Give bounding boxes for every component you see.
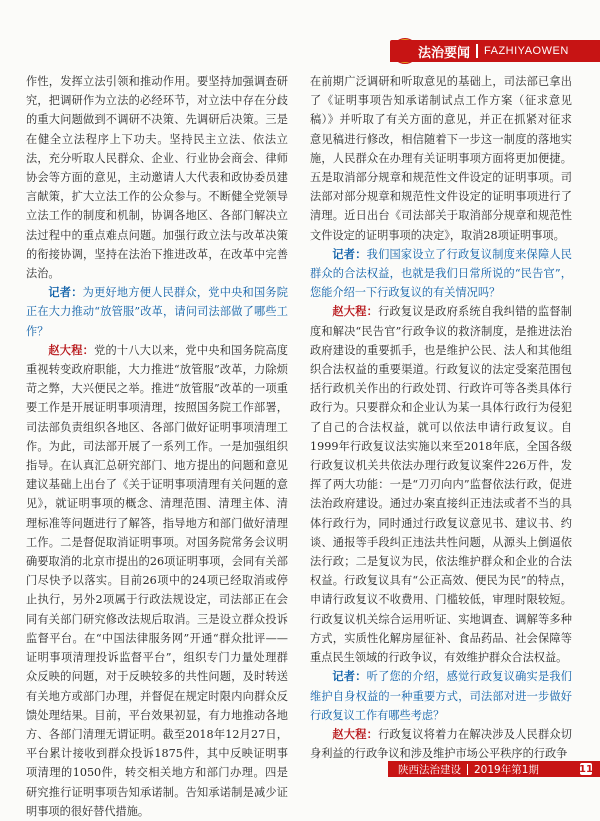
interview-question [310,245,572,303]
section-header [390,40,600,62]
article-paragraph: 作性，发挥立法引领和推动作用。要坚持加强调查研究，把调研作为立法的必经环节，对立法中存在分歧的重大问题做到不调研不决策、先调研后决策。三是在健全立法程序上下功夫。坚持民主立法、依法立法，充分听取人民群众、企业、行业协会商会、律师协会等方面的意见，主动邀请人大代表和政协委员建言献策，扩大立法工作的公众参与。不断健全党领导立法工作的制度和机制，协调各地区、各部门解决立法过程中的重点难点问题。加强行政立法与改革决策的衔接协调，坚持在法治下推进改革，在改革中完善法治。 [26,75,288,281]
question-speaker: 记者： [332,246,367,261]
issue-label: 2019年第1期 [474,763,539,776]
page-number: 11 [579,763,593,775]
answer-text: 党的十八大以来，党中央和国务院高度重视转变政府职能，大力推进“放管服”改革，力除烦苛之弊，大兴便民之举。推进“放管服”改革的一项重要工作是开展证明事项清理，按照国务院工作部署，司法部负责组织各地区、各部门做好证明事项清理工作。为此，司法部开展了一系列工作。一是加强组织指导。在认真汇总研究部门、地方提出的问题和意见建议基础上出台了《关于证明事项清理有关问题的意见》，就证明事项的概念、清理范围、清理主体、清理标准等问题进行了解答，指导地方和部门做好清理工作。二是督促取消证明事项。对国务院常务会议明确要取消的北京市提出的26项证明事项，会同有关部门尽快予以落实。目前26项中的24项已经取消或停止执行，另外2项属于行政法规设定，司法部正在会同有关部门研究修改法规后取消。三是设立群众投诉监督平台。在“中国法律服务网”开通“群众批评——证明事项清理投诉监督平台”，组织专门力量处理群众反映的问题，对于反映较多的共性问题，及时转送有关地方或部门办理，并督促在规定时限内向群众反馈处理结果。目前，平台效果初显，有力地推动各地方、各部门清理无谓证明。截至2018年12月27日，平台累计接收到群众投诉1875件，其中反映证明事项清理的1050件，转交相关地方和部门办理。四是研究推行证明事项告知承诺制。告知承诺制是减少证明事项的很好替代措施。 [26,343,288,818]
interview-answer [26,341,288,821]
right-column [310,72,572,763]
footer-divider [467,764,468,775]
question-text: 我们国家设立了行政复议制度来保障人民群众的合法权益，也就是我们日常所说的“民告官”，您能介绍一下行政复议的有关情况吗？ [310,247,572,300]
answer-text: 行政复议是政府系统自我纠错的监督制度和解决“民告官”行政争议的救济制度，是推进法治政府建设的重要抓手，也是维护公民、法人和其他组织合法权益的重要渠道。行政复议的法定受案范围包括行政机关作出的行政处罚、行政许可等各类具体行政行为。只要群众和企业认为某一具体行政行为侵犯了自己的合法权益，就可以依法申请行政复议。自1999年行政复议法实施以来至2018年底，全国各级行政复议机关共依法办理行政复议案件226万件，发挥了两大功能：一是“刀刃向内”监督依法行政，促进法治政府建设。通过办案直接纠正违法或者不当的具体行政行为，同时通过行政复议意见书、建议书、约谈、通报等手段纠正违法共性问题，从源头上倒逼依法行政；二是复议为民，依法维护群众和企业的合法权益。行政复议具有“公正高效、便民为民”的特点，申请行政复议不收费用、门槛较低，审理时限较短。行政复议机关综合运用听证、实地调查、调解等多种方式，实质性化解房屋征补、食品药品、社会保障等重点民生领域的行政争议，有效维护群众合法权益。 [310,305,572,665]
question-text: 听了您的介绍，感觉行政复议确实是我们维护自身权益的一种重要方式，司法部对进一步做好行政复议工作有哪些考虑？ [310,670,572,722]
left-column [26,72,288,821]
interview-answer [310,725,572,763]
question-speaker: 记者： [332,669,367,684]
article-paragraph: 在前期广泛调研和听取意见的基础上，司法部已拿出了《证明事项告知承诺制试点工作方案（征求意见稿）》并听取了有关方面的意见，并正在抓紧对征求意见稿进行修改，相信随着下一步这一制度的落地实施，人民群众在办理有关证明事项方面将更加便捷。五是取消部分规章和规范性文件设定的证明事项。司法部对部分规章和规范性文件设定的证明事项进行了清理。近日出台《司法部关于取消部分规章和规范性文件设定的证明事项的决定》，取消28项证明事项。 [310,75,572,242]
page-footer [388,761,600,777]
magazine-name: 陕西法治建设 [398,763,461,776]
interview-question [310,667,572,725]
answer-speaker: 赵大程： [332,304,379,319]
interview-answer [310,302,572,667]
answer-speaker: 赵大程： [48,342,95,357]
section-pinyin: FAZHIYAOWEN [484,45,569,57]
answer-speaker: 赵大程： [332,726,379,741]
question-text: 为更好地方便人民群众，党中央和国务院正在大力推动“放管服”改革，请问司法部做了哪些工作？ [26,286,288,338]
header-divider [476,44,478,58]
interview-question [26,283,288,341]
section-title: 法治要闻 [418,45,471,61]
question-speaker: 记者： [48,285,83,300]
answer-text: 行政复议将着力在解决涉及人民群众切身利益的行政争议和涉及维护市场公平秩序的行政争 [310,727,572,761]
